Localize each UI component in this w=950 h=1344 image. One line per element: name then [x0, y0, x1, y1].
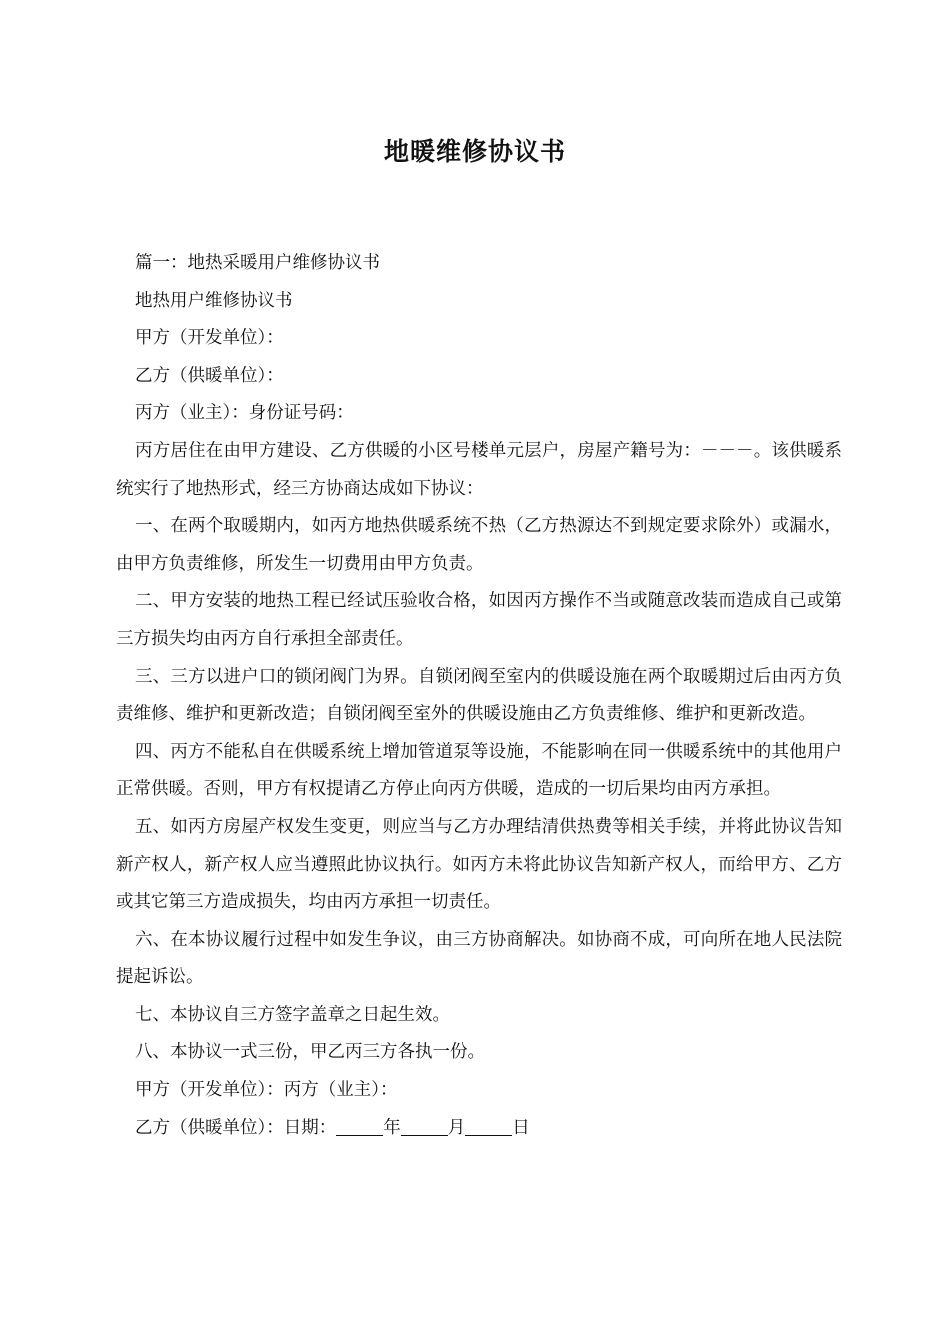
- preamble-paragraph: 丙方居住在由甲方建设、乙方供暖的小区号楼单元层户，房屋产籍号为：－－－。该供暖系统实行了地热形式，经三方协商达成如下协议：: [116, 440, 842, 499]
- signature-line-b-date: [116, 1110, 842, 1148]
- day-label: 日: [512, 1117, 530, 1138]
- party-b-line: 乙方（供暖单位）：: [135, 365, 284, 386]
- document-title: 地暖维修协议书: [383, 137, 566, 166]
- document-body: [116, 245, 842, 1147]
- date-line-prefix: 乙方（供暖单位）：日期：: [135, 1117, 337, 1138]
- clause-1: 一、在两个取暖期内，如丙方地热供暖系统不热（乙方热源达不到规定要求除外）或漏水，由甲方负责维修，所发生一切费用由甲方负责。: [116, 516, 842, 574]
- clause-5: 五、如丙方房屋产权发生变更，则应当与乙方办理结清供热费等相关手续，并将此协议告知新产权人，新产权人应当遵照此协议执行。如丙方未将此协议告知新产权人，而给甲方、乙方或其它第三方造成损失，均由丙方承担一切责任。: [116, 816, 842, 913]
- month-blank: [401, 1115, 448, 1136]
- clause-2: 二、甲方安装的地热工程已经试压验收合格，如因丙方操作不当或随意改装而造成自己或第三方损失均由丙方自行承担全部责任。: [116, 591, 842, 649]
- day-blank: [465, 1115, 512, 1136]
- agreement-subtitle: 地热用户维修协议书: [135, 290, 293, 311]
- clause-4: 四、丙方不能私自在供暖系统上增加管道泵等设施，不能影响在同一供暖系统中的其他用户正常供暖。否则，甲方有权提请乙方停止向丙方供暖，造成的一切后果均由丙方承担。: [116, 741, 842, 800]
- party-c-line: 丙方（业主）：身份证号码：: [135, 403, 354, 424]
- month-label: 月: [447, 1117, 466, 1138]
- section-heading: 篇一：地热采暖用户维修协议书: [135, 253, 380, 273]
- year-label: 年: [383, 1117, 401, 1138]
- clause-7: 七、本协议自三方签字盖章之日起生效。: [135, 1004, 450, 1025]
- clause-6: 六、在本协议履行过程中如发生争议，由三方协商解决。如协商不成，可向所在地人民法院提起诉讼。: [116, 929, 842, 988]
- year-blank: [336, 1115, 383, 1136]
- clause-8: 八、本协议一式三份，甲乙丙三方各执一份。: [135, 1042, 485, 1063]
- party-a-line: 甲方（开发单位）：: [135, 328, 284, 349]
- clause-3: 三、三方以进户口的锁闭阀门为界。自锁闭阀至室内的供暖设施在两个取暖期过后由丙方负责维修、维护和更新改造；自锁闭阀至室外的供暖设施由乙方负责维修、维护和更新改造。: [116, 666, 842, 725]
- signature-line-a-c: 甲方（开发单位）：丙方（业主）：: [135, 1080, 398, 1101]
